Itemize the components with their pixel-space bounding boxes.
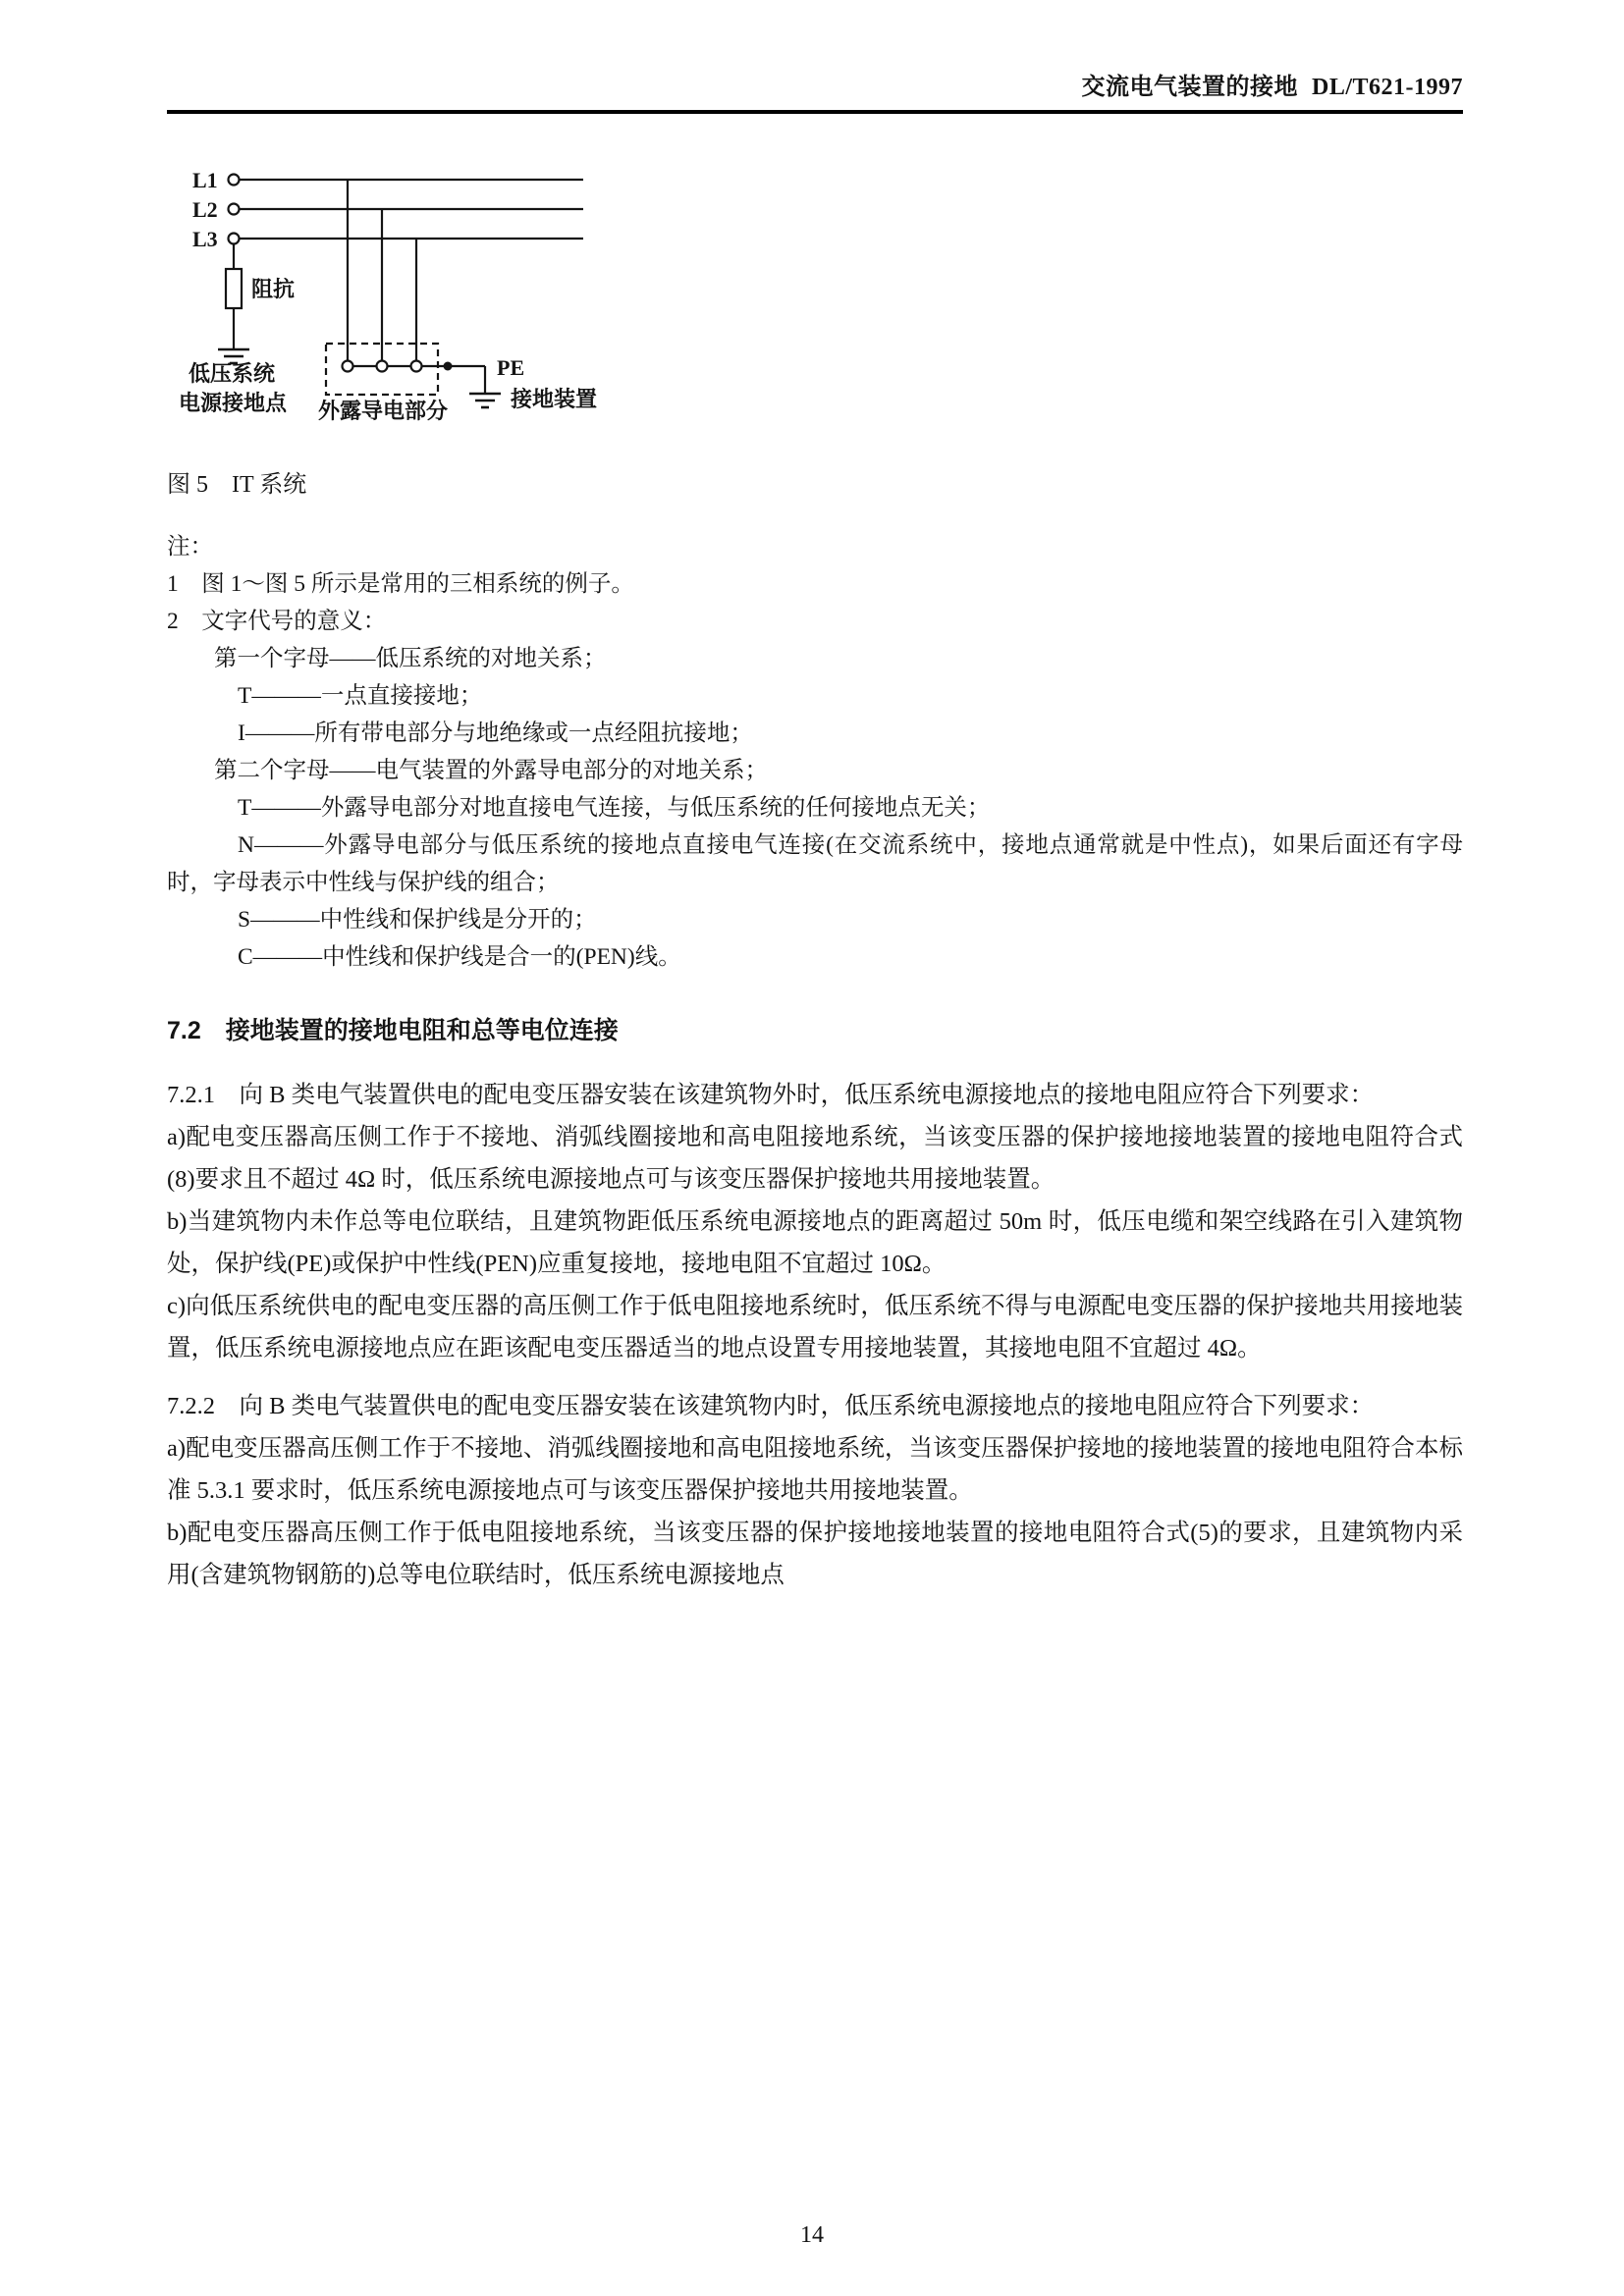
note-line-4: T———一点直接接地； [238,683,483,709]
note-line-1: 1 图 1～图 5 所示是常用的三相系统的例子。 [167,571,634,597]
note-line-8: N———外露导电部分与低压系统的接地点直接电气连接(在交流系统中，接地点通常就是中性点)，如果后面还有字母时，字母表示中性线与保护线的组合； [167,832,1463,895]
note-line-9: S———中性线和保护线是分开的； [238,907,597,933]
notes-block [167,528,1463,976]
notes-label: 注： [167,534,213,560]
header-rule [167,110,1463,114]
terminal-l2 [229,204,240,215]
clause-7-2-1-intro: 7.2.1 向 B 类电气装置供电的配电变压器安装在该建筑物外时，低压系统电源接地点的接地电阻应符合下列要求： [167,1082,1375,1108]
header-title: 交流电气装置的接地 [1081,75,1298,100]
label-l1: L1 [192,168,218,192]
pe-ground-symbol [469,394,501,407]
note-line-10: C———中性线和保护线是合一的(PEN)线。 [238,944,681,970]
terminal-l3 [229,234,240,244]
clause-7-2-2-block [167,1385,1463,1596]
clause-7-2-1-item-c: c)向低压系统供电的配电变压器的高压侧工作于低电阻接地系统时，低压系统不得与电源配电变压器的保护接地共用接地装置，低压系统电源接地点应在距该配电变压器适当的地点设置专用接地装置，其接地电阻不宜超过 4Ω。 [167,1293,1463,1362]
note-line-7: T———外露导电部分对地直接电气连接，与低压系统的任何接地点无关； [238,795,991,821]
page-number: 14 [800,2222,824,2248]
clause-7-2-2-item-a: a)配电变压器高压侧工作于不接地、消弧线圈接地和高电阻接地系统，当该变压器保护接地的接地装置的接地电阻符合本标准 5.3.1 要求时，低压系统电源接地点可与该变压器保护接地共用接地装置。 [167,1435,1463,1504]
label-exposed-parts: 外露导电部分 [318,399,449,423]
figure-caption: 图 5 IT 系统 [167,472,307,498]
label-grounding-device: 接地装置 [511,387,598,411]
label-source-ground-line2: 电源接地点 [179,391,288,415]
label-impedance: 阻抗 [251,277,296,301]
document-header [167,67,1463,110]
label-pe: PE [497,355,525,380]
junction-dot [444,362,453,371]
clause-7-2-2-intro: 7.2.2 向 B 类电气装置供电的配电变压器安装在该建筑物内时，低压系统电源接地点的接地电阻应符合下列要求： [167,1393,1375,1419]
impedance-box [226,269,242,308]
section-7-2-heading: 7.2 接地装置的接地电阻和总等电位连接 [167,1017,619,1044]
exposed-part-terminal-2 [377,361,388,372]
it-system-diagram [179,155,640,440]
clause-7-2-2-item-b: b)配电变压器高压侧工作于低电阻接地系统，当该变压器的保护接地接地装置的接地电阻符合式(5)的要求，且建筑物内采用(含建筑物钢筋的)总等电位联结时，低压系统电源接地点 [167,1520,1463,1588]
note-line-2: 2 文字代号的意义： [167,609,387,634]
note-line-6: 第二个字母——电气装置的外露导电部分的对地关系； [214,758,768,783]
exposed-part-terminal-3 [411,361,422,372]
clause-7-2-1-item-b: b)当建筑物内未作总等电位联结，且建筑物距低压系统电源接地点的距离超过 50m 时，低压电缆和架空线路在引入建筑物处，保护线(PE)或保护中性线(PEN)应重复接地，接地电阻不宜超过 10Ω。 [167,1208,1463,1277]
note-line-5: I———所有带电部分与地绝缘或一点经阻抗接地； [238,721,753,746]
terminal-l1 [229,175,240,186]
exposed-part-terminal-1 [343,361,353,372]
label-l2: L2 [192,197,218,222]
clause-7-2-1-block [167,1074,1463,1369]
header-standard-number: DL/T621-1997 [1311,75,1463,100]
note-line-3: 第一个字母——低压系统的对地关系； [214,646,607,671]
label-source-ground-line1: 低压系统 [189,361,276,386]
figure-5-diagram-area [179,155,1463,445]
label-l3: L3 [192,227,218,251]
clause-7-2-1-item-a: a)配电变压器高压侧工作于不接地、消弧线圈接地和高电阻接地系统，当该变压器的保护接地接地装置的接地电阻符合式(8)要求且不超过 4Ω 时，低压系统电源接地点可与该变压器保护接地共用接地装置。 [167,1124,1463,1193]
